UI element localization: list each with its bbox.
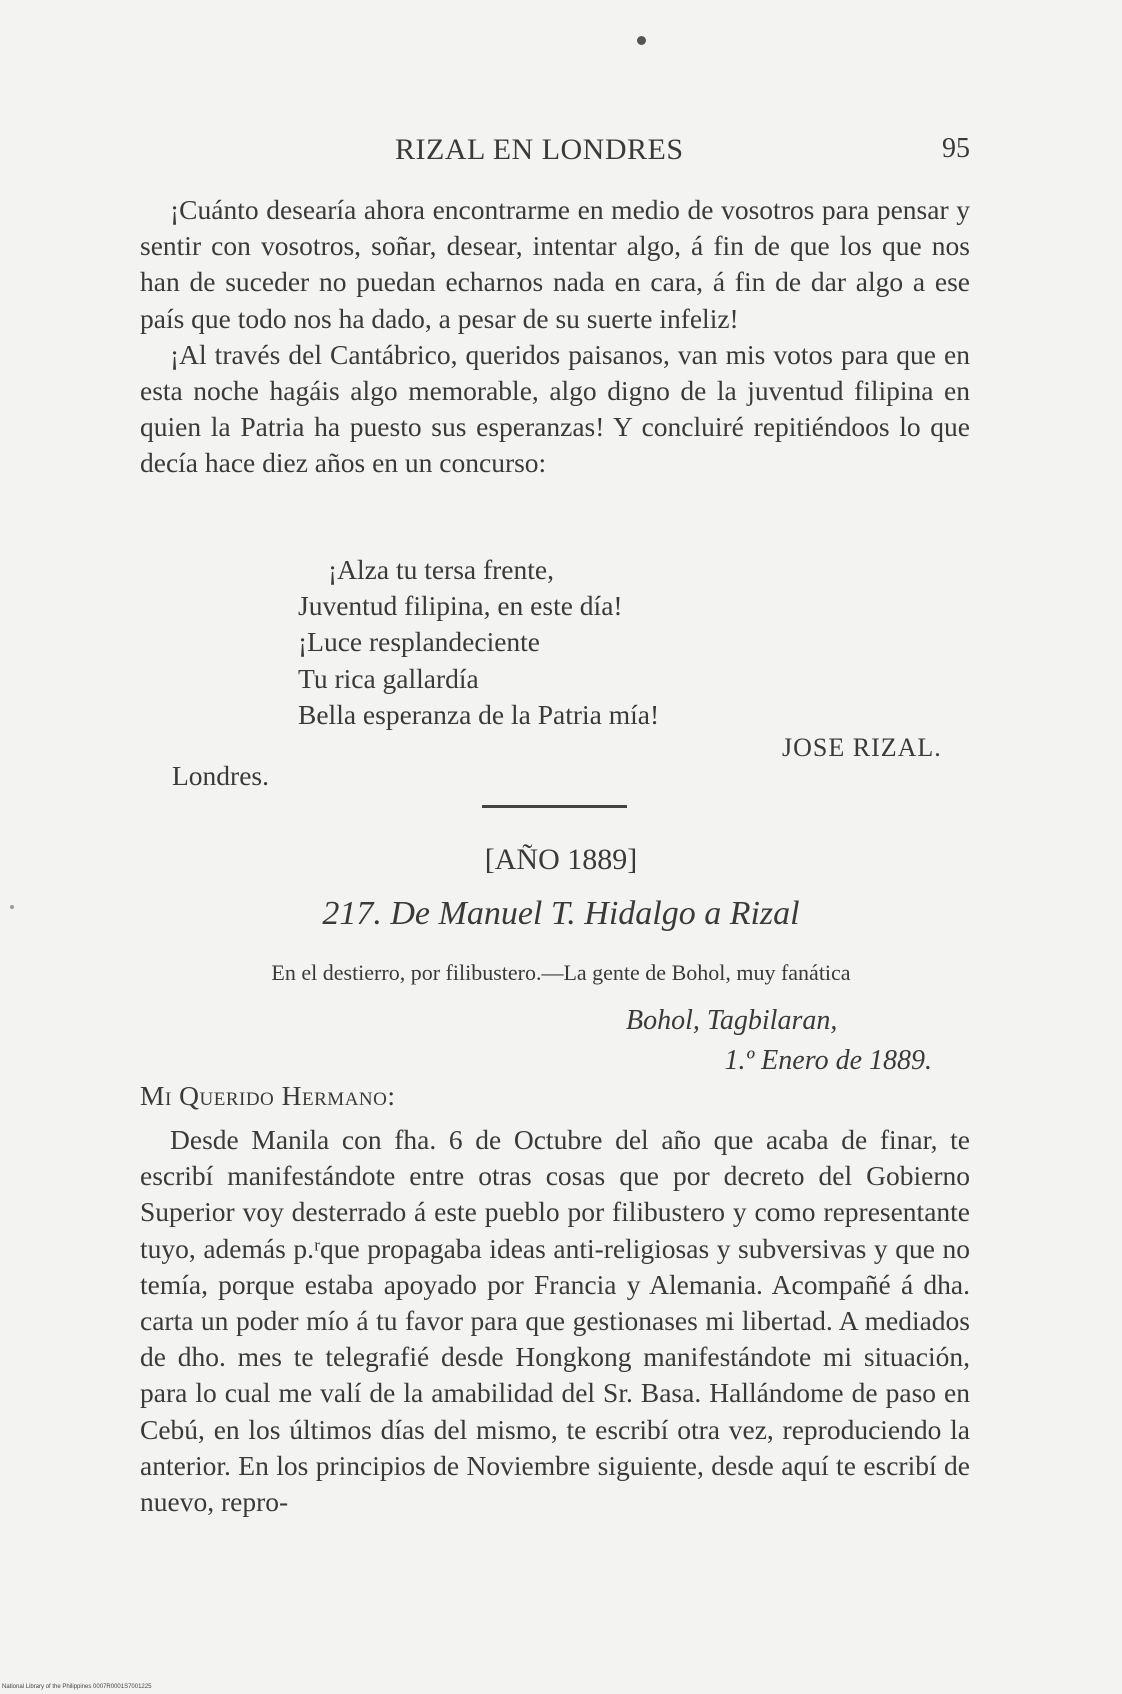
letter-title: 217. De Manuel T. Hidalgo a Rizal bbox=[322, 895, 800, 932]
paragraph: ¡Cuánto desearía ahora encontrarme en medio de vosotros para pensar y sentir con vosotros, soñar, desear, intentar algo, á fin de que los que nos han de suceder no puedan echarnos nada en cara, á fin de dar algo a ese país que todo nos ha dado, a pesar de su suerte infeliz! bbox=[140, 194, 970, 334]
letter-date: 1.º Enero de 1889. bbox=[724, 1045, 932, 1076]
body-text bbox=[140, 192, 970, 482]
place-of-writing: Londres. bbox=[172, 760, 269, 791]
letter-summary: En el destierro, por filibustero.—La gente de Bohol, muy fanática bbox=[271, 960, 851, 985]
poem-line: Tu rica gallardía bbox=[298, 662, 479, 694]
poem-line: Juventud filipina, en este día! bbox=[298, 590, 623, 622]
ink-dot bbox=[637, 36, 646, 45]
section-divider bbox=[482, 805, 627, 808]
poem-line: Bella esperanza de la Patria mía! bbox=[298, 698, 660, 730]
letter-place: Bohol, Tagbilaran, bbox=[626, 1005, 838, 1036]
poem-line: ¡Alza tu tersa frente, bbox=[328, 554, 554, 585]
footer-stamp: National Library of the Philippines 0007R0001S7001225 bbox=[2, 1684, 152, 1690]
poem-line: ¡Luce resplandeciente bbox=[298, 626, 541, 658]
paragraph: ¡Al través del Cantábrico, queridos paisanos, van mis votos para que en esta noche hagáis algo memorable, algo digno de la juventud filipina en quien la Patria ha puesto sus esperanzas! Y concluiré repitiéndoos lo que decía hace diez años en un concurso: bbox=[140, 338, 970, 479]
page-header bbox=[140, 133, 970, 173]
letter-body bbox=[140, 1122, 970, 1520]
salutation: Mi Querido Hermano: bbox=[140, 1080, 396, 1111]
section-year: [AÑO 1889] bbox=[484, 843, 638, 876]
running-title: RIZAL EN LONDRES bbox=[395, 133, 684, 166]
page-number: 95 bbox=[942, 133, 970, 164]
poem bbox=[298, 552, 659, 733]
signature: JOSE RIZAL. bbox=[782, 733, 942, 762]
paragraph: Desde Manila con fha. 6 de Octubre del año que acaba de finar, te escribí manifestándote entre otras cosas que por decreto del Gobierno Superior voy desterrado á este pueblo por filibustero y como representante tuyo, además p.ʳque propagaba ideas anti-religiosas y subversivas y que no temía, porque estaba apoyado por Francia y Alemania. Acompañé á dha. carta un poder mío á tu favor para que gestionases mi libertad. A mediados de dho. mes te telegrafié desde Hongkong manifestándote mi situación, para lo cual me valí de la amabilidad del Sr. Basa. Hallándome de paso en Cebú, en los últimos días del mismo, te escribí otra vez, reproduciendo la anterior. En los principios de Noviembre siguiente, desde aquí te escribí de nuevo, repro- bbox=[140, 1124, 970, 1518]
